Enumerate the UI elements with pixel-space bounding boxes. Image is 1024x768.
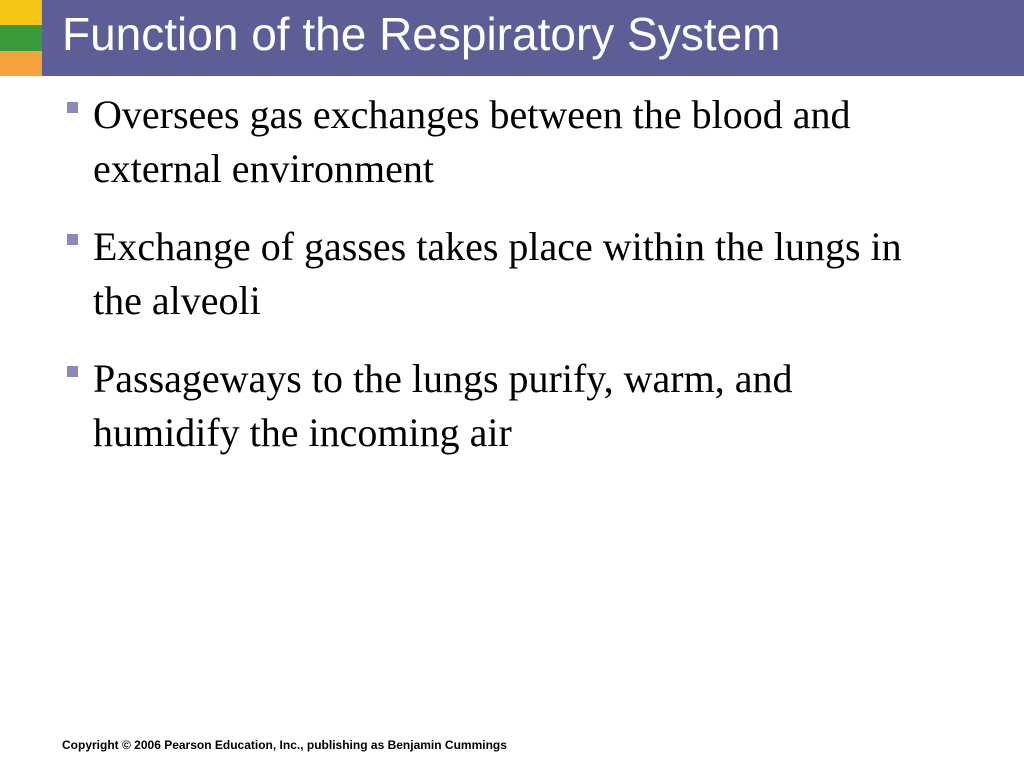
square-bullet-icon	[67, 102, 78, 113]
title-bar	[42, 0, 1024, 76]
square-bullet-icon	[67, 234, 78, 245]
bullet-text: Oversees gas exchanges between the blood and external environment	[93, 92, 851, 191]
accent-color-strip	[0, 0, 42, 76]
bullet-text: Exchange of gasses takes place within the lungs in the alveoli	[93, 224, 902, 323]
bullet-text: Passageways to the lungs purify, warm, and humidify the incoming air	[93, 356, 793, 455]
copyright-footer: Copyright © 2006 Pearson Education, Inc., publishing as Benjamin Cummings	[62, 738, 507, 752]
accent-strip-orange	[0, 51, 42, 76]
bullet-list	[62, 88, 922, 484]
slide-title: Function of the Respiratory System	[62, 8, 781, 60]
bullet-item	[62, 352, 922, 460]
accent-strip-green	[0, 25, 42, 51]
bullet-item	[62, 220, 922, 328]
square-bullet-icon	[67, 366, 78, 377]
bullet-item	[62, 88, 922, 196]
accent-strip-yellow	[0, 0, 42, 25]
